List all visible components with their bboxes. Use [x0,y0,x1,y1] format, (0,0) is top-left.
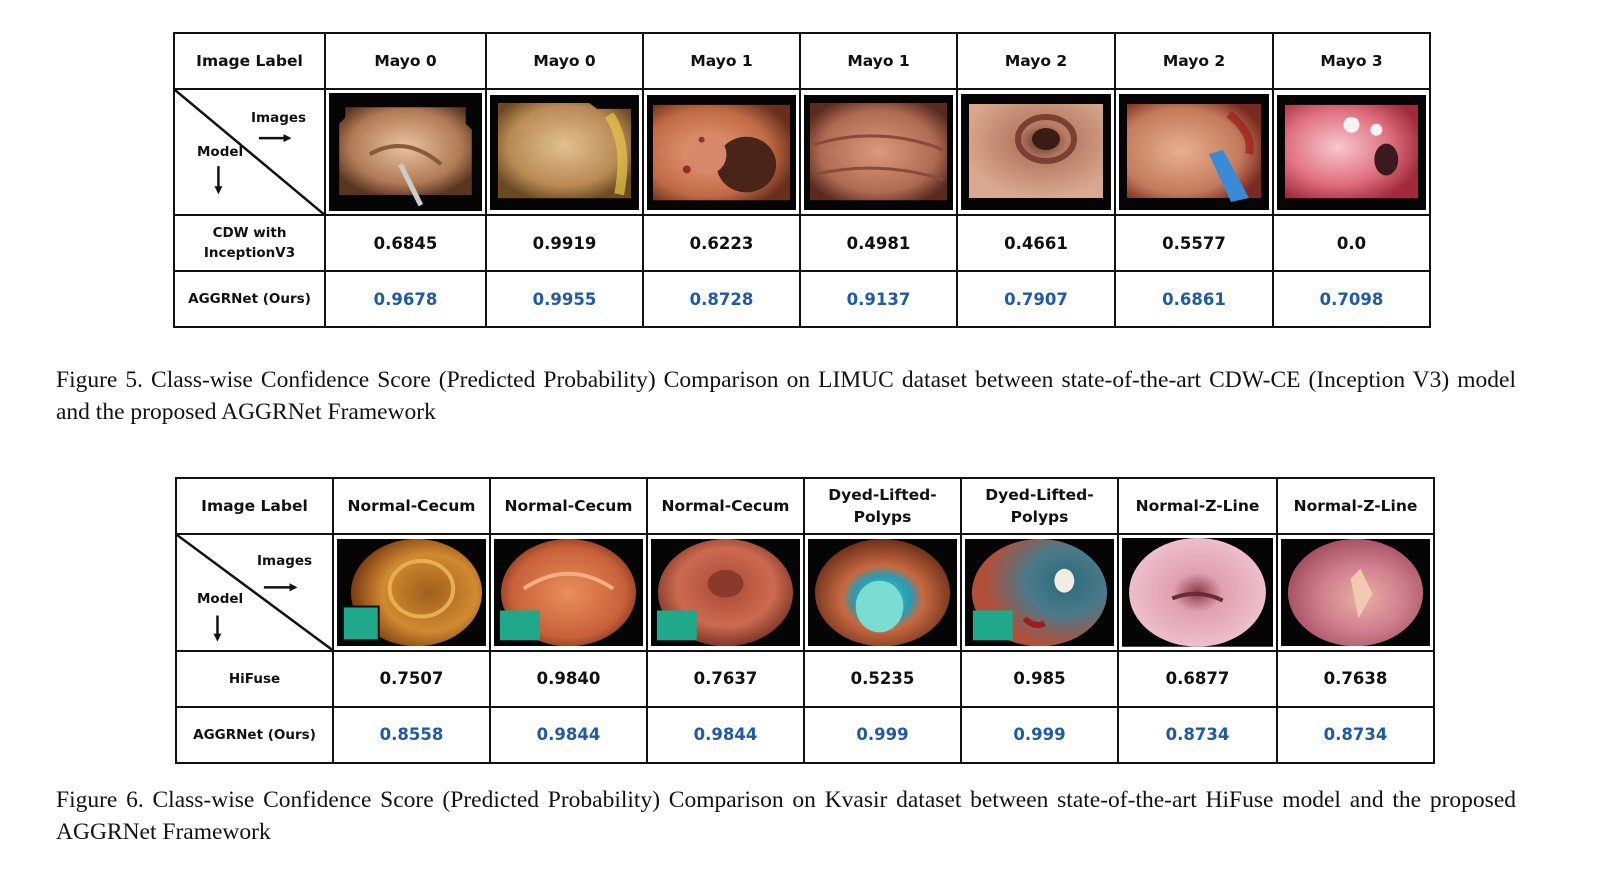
endoscopy-image [333,534,490,651]
class-label: Mayo 2 [1115,33,1273,89]
class-label: Mayo 0 [325,33,486,89]
score-cell: 0.6877 [1118,651,1277,707]
model-row [176,707,1434,763]
score-cell: 0.999 [961,707,1118,763]
score-cell: 0.8734 [1277,707,1434,763]
arrow-down-icon [214,634,222,642]
endoscopy-image [1273,89,1430,215]
endoscopy-image [800,89,957,215]
endoscopy-image [1115,89,1273,215]
class-label: Dyed-Lifted-Polyps [804,478,961,534]
header-row [176,478,1434,534]
figure-caption: Figure 5. Class-wise Confidence Score (Predicted Probability) Comparison on LIMUC dataset between state-of-the-art CDW-CE (Inception V3) model and the proposed AGGRNet Framework [56,367,1516,425]
limuc-comparison-table [173,32,1431,328]
score-cell: 0.7507 [333,651,490,707]
class-label: Mayo 1 [800,33,957,89]
score-cell: 0.6223 [643,215,800,271]
model-axis-label: Model [197,144,244,160]
class-label: Normal-Cecum [333,478,490,534]
score-cell: 0.9137 [800,271,957,327]
score-cell: 0.9919 [486,215,643,271]
class-label: Normal-Cecum [490,478,647,534]
score-cell: 0.9840 [490,651,647,707]
model-name: CDW with InceptionV3 [174,215,325,271]
model-name: AGGRNet (Ours) [174,271,325,327]
images-axis-label: Images [257,553,313,569]
endoscopy-image [1118,534,1277,651]
endoscopy-image [486,89,643,215]
score-cell: 0.0 [1273,215,1430,271]
score-cell: 0.8734 [1118,707,1277,763]
image-row [174,89,1430,215]
endoscopy-image [804,534,961,651]
class-label: Mayo 2 [957,33,1115,89]
score-cell: 0.9678 [325,271,486,327]
arrow-right-icon [284,134,292,142]
score-cell: 0.9844 [647,707,804,763]
class-label: Normal-Z-Line [1118,478,1277,534]
score-cell: 0.8558 [333,707,490,763]
score-cell: 0.6845 [325,215,486,271]
score-cell: 0.9844 [490,707,647,763]
score-cell: 0.7098 [1273,271,1430,327]
class-label: Mayo 1 [643,33,800,89]
score-cell: 0.8728 [643,271,800,327]
image-label-header: Image Label [176,478,333,534]
arrow-right-icon [290,583,298,591]
score-cell: 0.7907 [957,271,1115,327]
score-cell: 0.9955 [486,271,643,327]
corner-cell [176,534,333,651]
endoscopy-image [957,89,1115,215]
class-label: Normal-Z-Line [1277,478,1434,534]
model-row [174,215,1430,271]
endoscopy-image [490,534,647,651]
endoscopy-image [643,89,800,215]
header-row [174,33,1430,89]
images-axis-label: Images [251,110,307,126]
figure-caption: Figure 6. Class-wise Confidence Score (Predicted Probability) Comparison on Kvasir dataset between state-of-the-art HiFuse model and the proposed AGGRNet Framework [56,787,1516,845]
model-name: AGGRNet (Ours) [176,707,333,763]
endoscopy-image [961,534,1118,651]
score-cell: 0.7637 [647,651,804,707]
corner-cell [174,89,325,215]
image-label-header: Image Label [174,33,325,89]
score-cell: 0.7638 [1277,651,1434,707]
endoscopy-image [1277,534,1434,651]
class-label: Mayo 3 [1273,33,1430,89]
score-cell: 0.5577 [1115,215,1273,271]
model-name: HiFuse [176,651,333,707]
endoscopy-image [647,534,804,651]
score-cell: 0.4981 [800,215,957,271]
endoscopy-image [325,89,486,215]
class-label: Dyed-Lifted-Polyps [961,478,1118,534]
class-label: Normal-Cecum [647,478,804,534]
score-cell: 0.6861 [1115,271,1273,327]
kvasir-comparison-table [175,477,1435,764]
model-row [176,651,1434,707]
score-cell: 0.4661 [957,215,1115,271]
score-cell: 0.999 [804,707,961,763]
model-axis-label: Model [197,591,244,607]
model-row [174,271,1430,327]
score-cell: 0.985 [961,651,1118,707]
image-row [176,534,1434,651]
arrow-down-icon [214,186,222,194]
class-label: Mayo 0 [486,33,643,89]
score-cell: 0.5235 [804,651,961,707]
